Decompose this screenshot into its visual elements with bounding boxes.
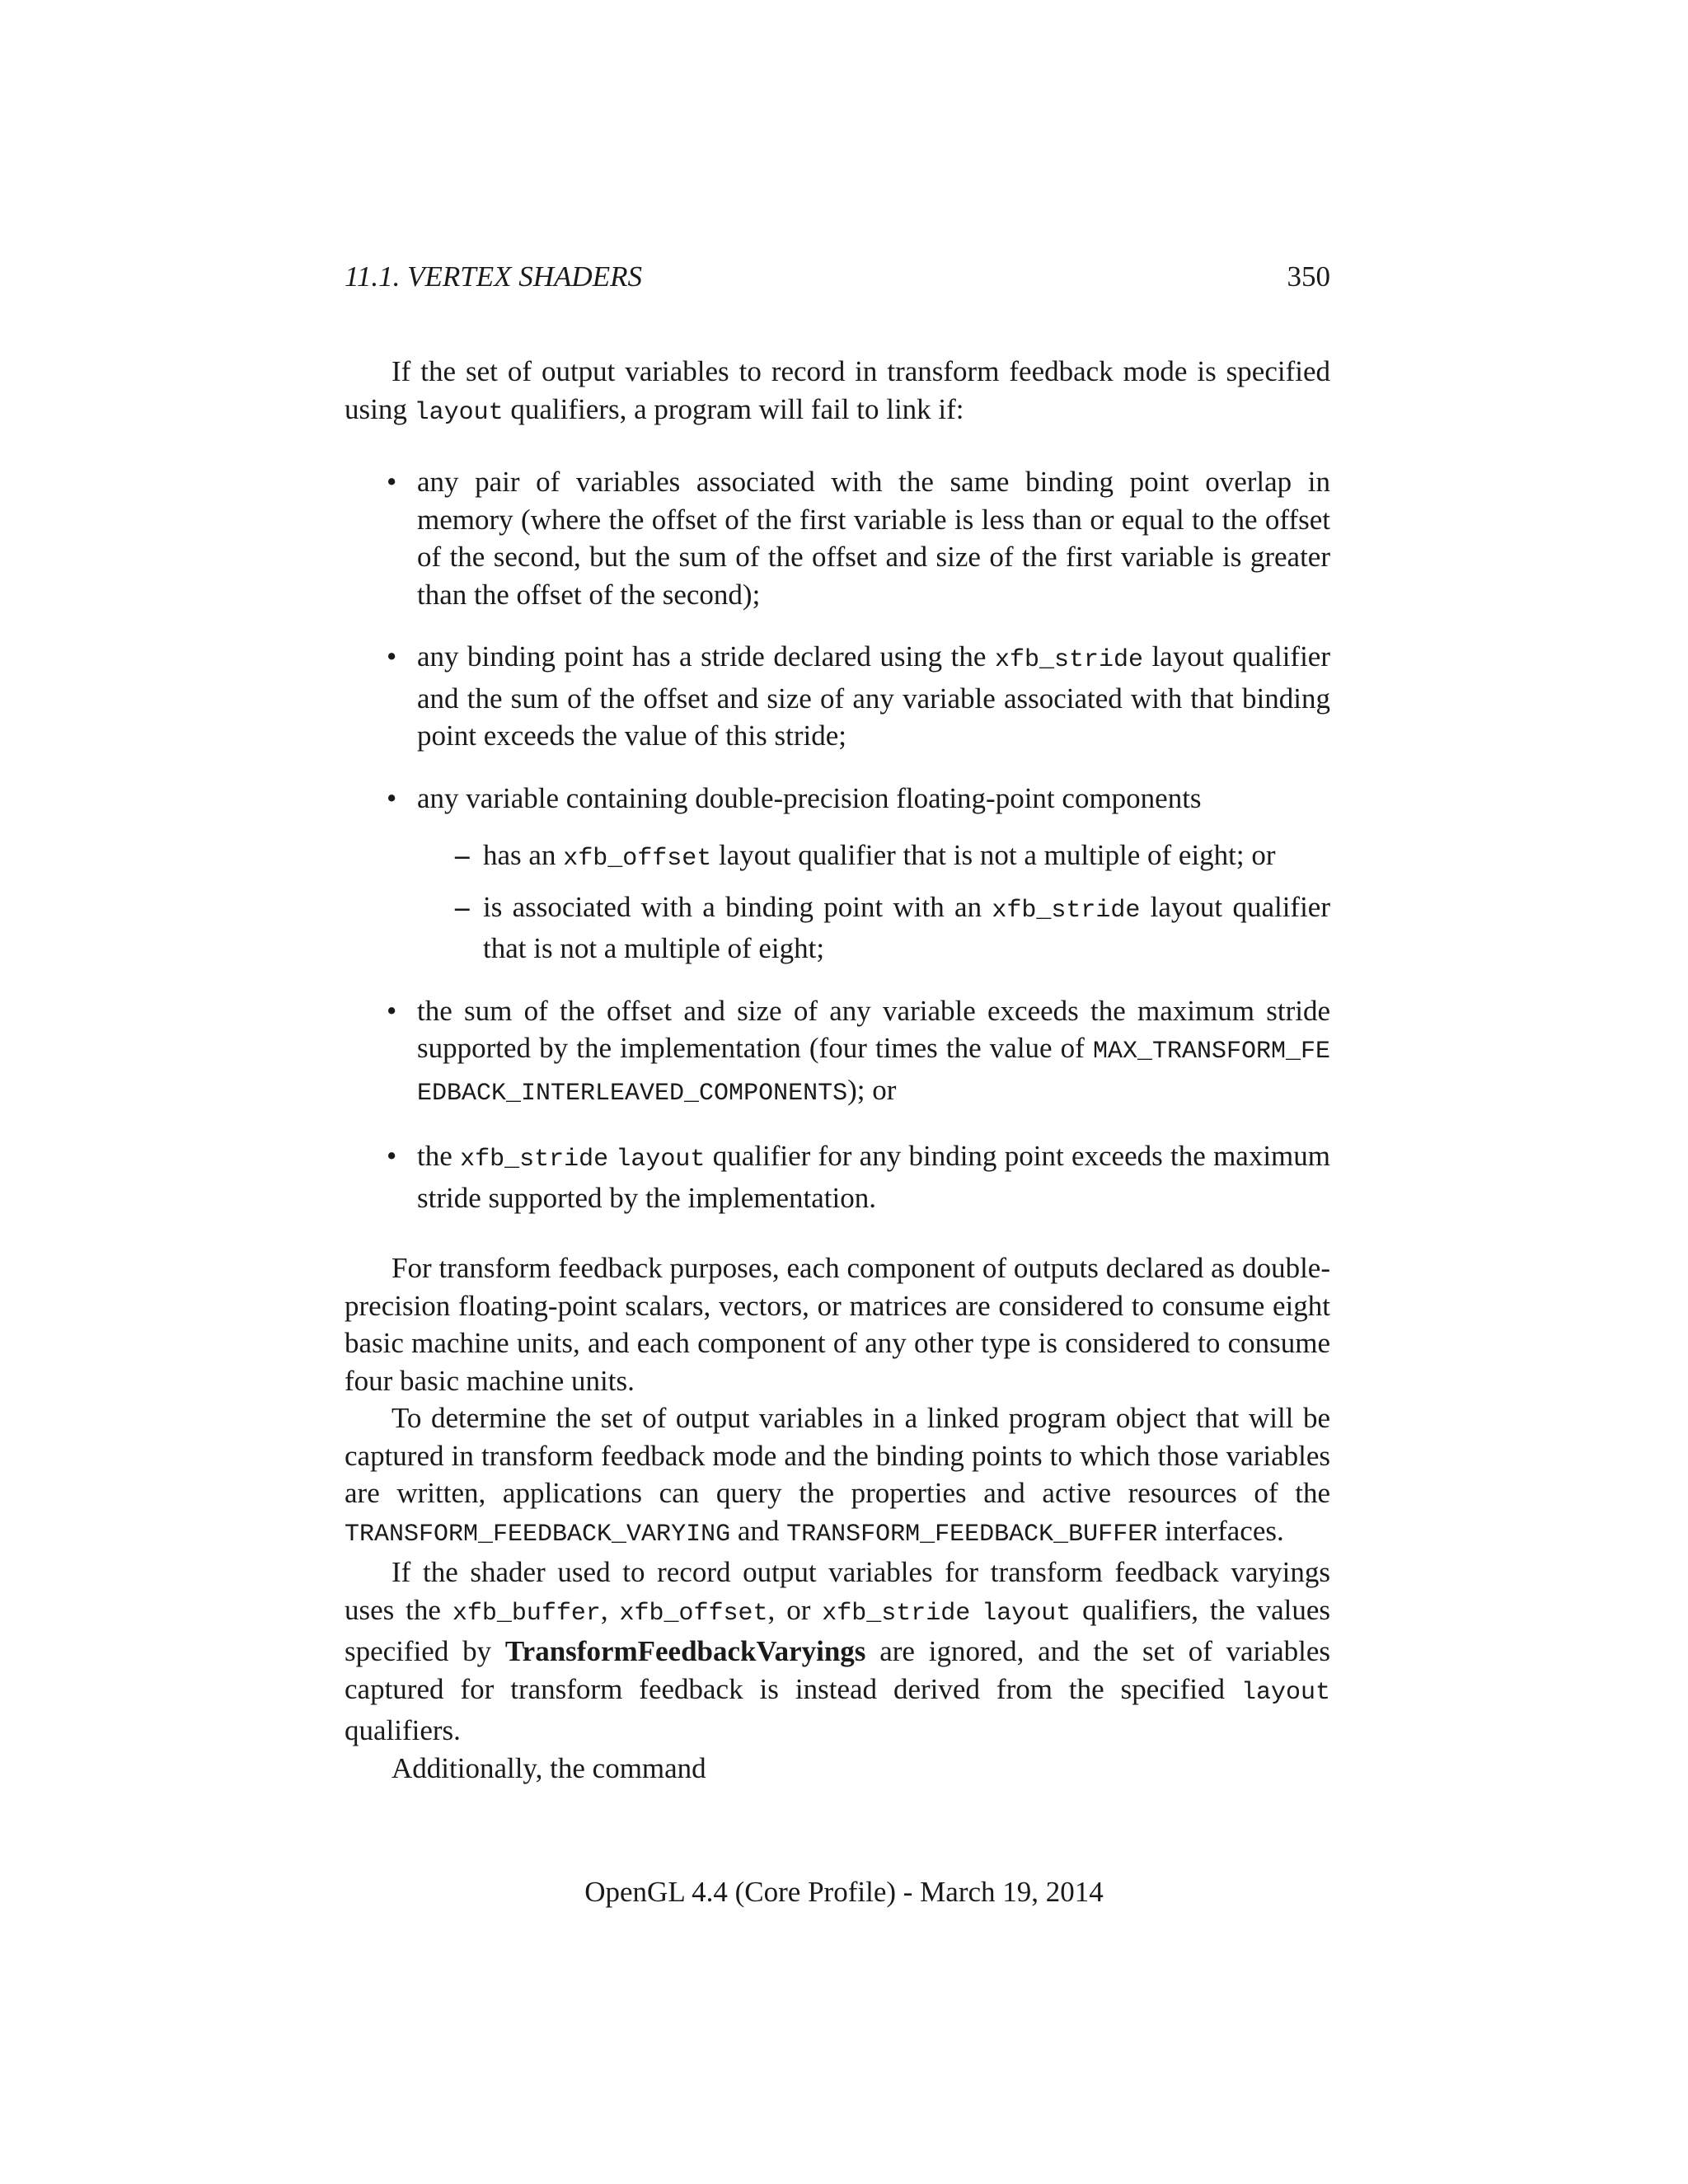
page-footer: OpenGL 4.4 (Core Profile) - March 19, 2014 [584,1876,1104,1908]
list-item-text: the [417,1140,461,1172]
sub-item-text: layout qualifier that is not a multiple of eight; [483,890,1330,964]
paragraph-text: , [600,1593,620,1626]
code-xfb-offset: xfb_offset [563,845,712,873]
paragraph-text: qualifiers, the values specified by [345,1593,1331,1667]
code-xfb-stride: xfb_stride [822,1599,971,1628]
section-title: 11.1. VERTEX SHADERS [345,260,642,293]
sub-item-text: has an [483,839,564,871]
command-name: TransformFeedbackVaryings [504,1635,866,1667]
list-item [345,780,1330,968]
sub-list-item [417,888,1330,968]
page-number: 350 [1287,260,1330,293]
code-xfb-offset: xfb_offset [619,1599,768,1628]
paragraph-text: qualifiers. [345,1714,461,1746]
body-text [345,353,1330,1787]
code-layout: layout [1240,1678,1330,1707]
list-item-text: the sum of the offset and size of any variable exceeds the maximum stride supported by the implementation (four times the value of [417,994,1330,1064]
paragraph-text: are ignored, and the set of variables captured for transform feedback is instead derived from the specified [345,1635,1331,1705]
list-item [345,1137,1330,1216]
link-failure-list [345,463,1330,1216]
paragraph-additionally: Additionally, the command [392,1751,706,1784]
paragraph-text: If the shader used to record output variables for transform feedback varyings uses the [345,1556,1330,1626]
code-layout: layout [414,398,504,427]
dash-icon: – [455,839,470,871]
paragraph-text [970,1594,982,1626]
paragraph-text: To determine the set of output variables in a linked program object that will be captured in transform feedback mode and the binding points to which those variables are written, applications can query the properties and active resources of the [345,1402,1330,1509]
list-item-text: layout qualifier and the sum of the offset and size of any variable associated with that binding point exceeds the value of this stride; [417,640,1330,752]
code-xfb-stride: xfb_stride [992,896,1141,925]
list-item-text: qualifier for any binding point exceeds the maximum stride supported by the implementation. [417,1140,1331,1214]
bullet-icon: • [387,994,397,1027]
intro-text-2: qualifiers, a program will fail to link if: [503,392,964,425]
code-layout: layout [616,1146,706,1174]
paragraph-component-size: For transform feedback purposes, each component of outputs declared as double-precision floating-point scalars, vectors, or matrices are considered to consume eight basic machine units, and each component of any other type is considered to consume four basic machine units. [345,1252,1330,1397]
sub-item-text: layout qualifier that is not a multiple of eight; or [711,839,1276,871]
bullet-icon: • [387,466,397,498]
code-xfb-stride: xfb_stride [994,646,1143,674]
paragraph-text: , or [767,1593,823,1626]
code-tf-buffer: TRANSFORM_FEEDBACK_BUFFER [786,1520,1158,1549]
list-item-text [608,1140,616,1172]
code-tf-varying: TRANSFORM_FEEDBACK_VARYING [345,1520,731,1549]
bullet-icon: • [387,781,397,814]
bullet-icon: • [387,640,397,673]
code-xfb-stride: xfb_stride [460,1146,609,1174]
dash-icon: – [455,890,470,923]
code-xfb-buffer: xfb_buffer [452,1599,601,1628]
paragraph-layout-qualifiers [345,1554,1330,1750]
paragraph-text: interfaces. [1157,1514,1284,1547]
list-item-text: any binding point has a stride declared using the [417,640,995,673]
paragraph-query [345,1399,1330,1554]
code-max-components: MAX_TRANSFORM_FEEDBACK_INTERLEAVED_COMPONENTS [417,1038,1330,1108]
bullet-icon: • [387,1140,397,1172]
list-item-text: any pair of variables associated with the same binding point overlap in memory (where the offset of the first variable is less than or equal to the offset of the second, but the sum of the offset and size of the first variable is greater than the offset of the second); [417,466,1330,611]
intro-paragraph [345,353,1330,432]
sub-item-text: is associated with a binding point with an [483,890,992,923]
list-item [345,992,1330,1113]
list-item-text: ); or [847,1073,897,1106]
sub-list [417,837,1330,968]
list-item [345,463,1330,613]
intro-text-1: If the set of output variables to record in transform feedback mode is specified using [345,355,1330,425]
list-item-text: any variable containing double-precision floating-point components [417,781,1202,814]
code-layout: layout [982,1599,1071,1628]
list-item [345,638,1330,755]
paragraph-text: and [730,1514,787,1547]
sub-list-item [417,837,1330,879]
